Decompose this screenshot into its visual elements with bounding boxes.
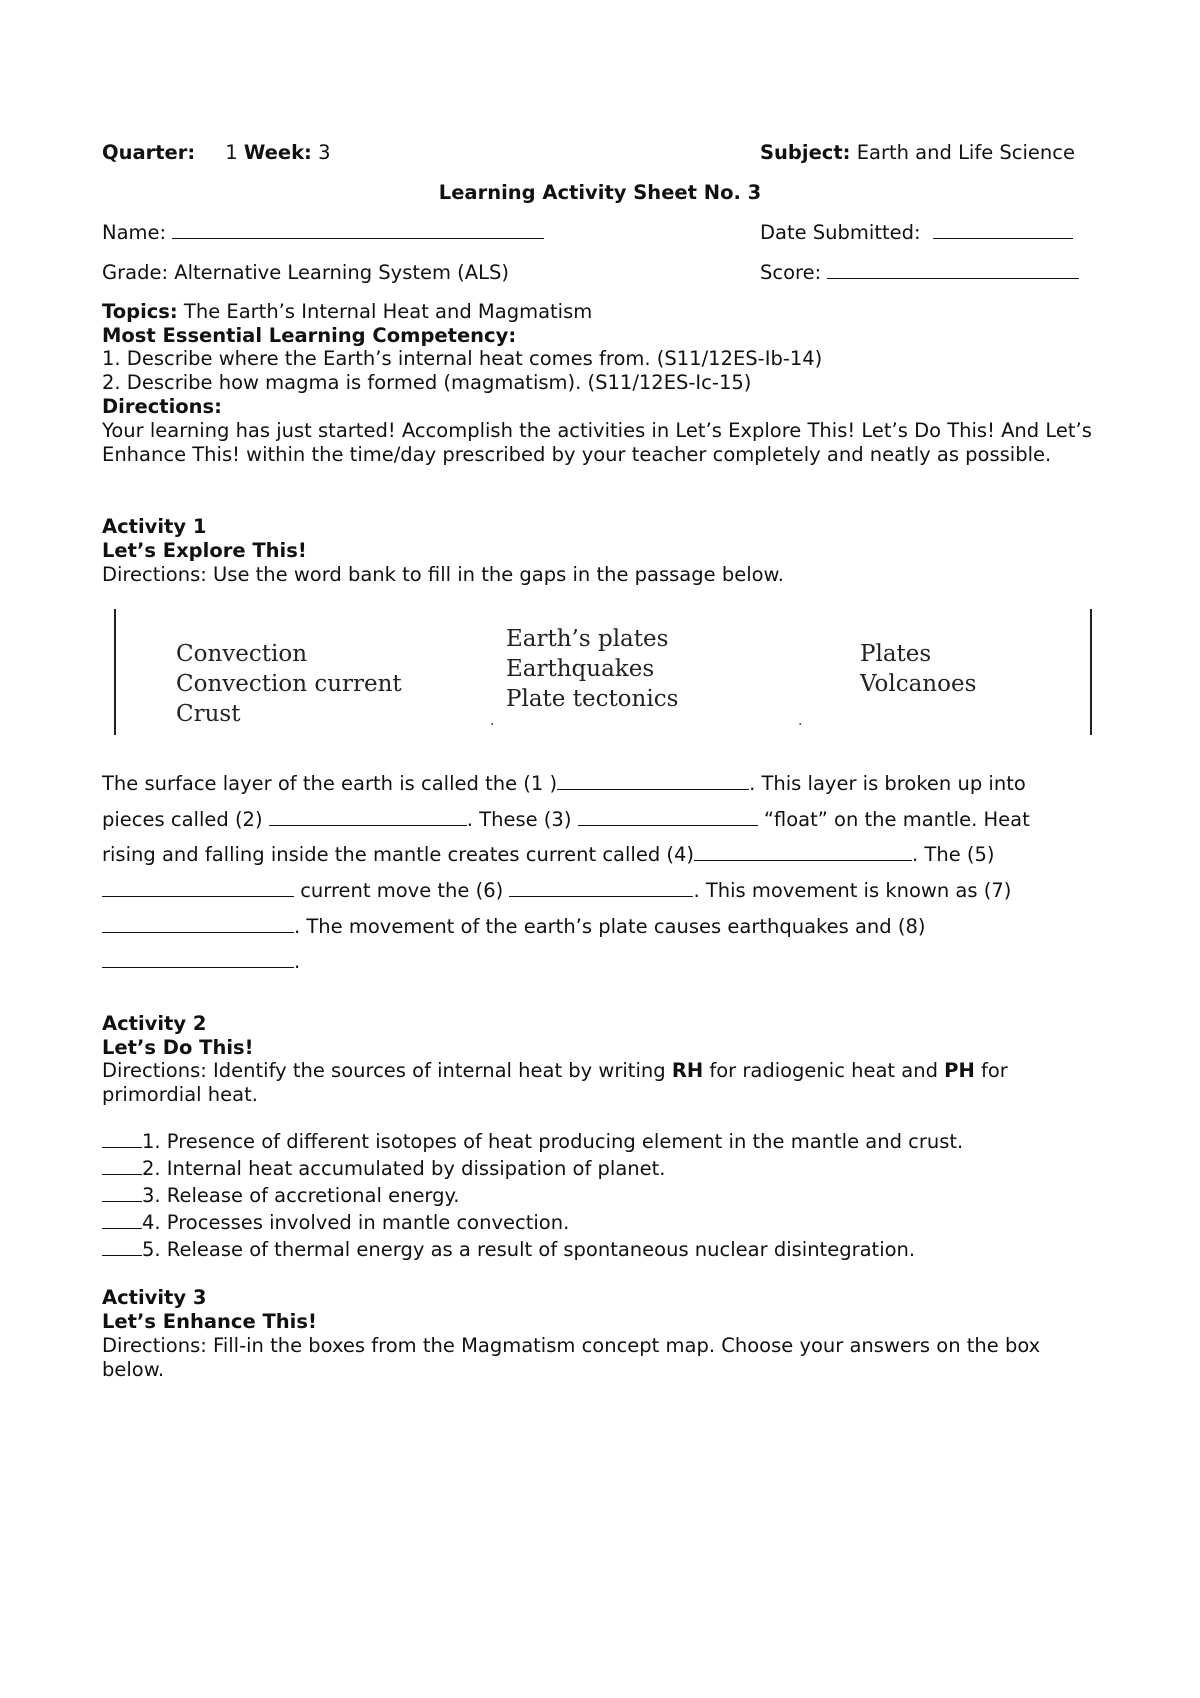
passage-text: The surface layer of the earth is called the (1 )	[102, 772, 558, 795]
word-bank-right-border	[1090, 609, 1092, 735]
passage-text: pieces called (2)	[102, 807, 269, 831]
passage-text: . The (5)	[912, 843, 995, 867]
sheet-title: Learning Activity Sheet No. 3	[438, 181, 762, 204]
topics-label: Topics:	[102, 300, 178, 323]
answer-blank[interactable]	[102, 1158, 142, 1175]
rh-code: RH	[671, 1059, 704, 1082]
blank-5[interactable]	[102, 880, 294, 897]
blank-6[interactable]	[509, 880, 693, 897]
list-item	[102, 1184, 963, 1211]
item-text: 2. Internal heat accumulated by dissipation of planet.	[142, 1157, 666, 1180]
topics-line	[102, 300, 592, 324]
activity1-subheading: Let’s Explore This!	[102, 539, 307, 562]
word-bank-item: Plates	[860, 641, 932, 667]
name-label: Name:	[102, 221, 167, 244]
word-bank-item: Convection current	[176, 671, 402, 697]
passage-text: . These (3)	[466, 807, 578, 831]
subject-label: Subject:	[760, 141, 851, 164]
week-label: Week:	[243, 141, 312, 164]
date-line	[760, 221, 1073, 245]
week-value: 3	[318, 141, 331, 164]
item-text: 4. Processes involved in mantle convection.	[142, 1211, 570, 1234]
word-bank-column-2	[506, 624, 678, 714]
answer-blank[interactable]	[102, 1212, 142, 1229]
activity1-directions: Directions: Use the word bank to fill in the gaps in the passage below.	[102, 563, 784, 586]
score-field[interactable]	[827, 262, 1079, 279]
blank-3[interactable]	[578, 809, 758, 826]
passage-text: current move the (6)	[294, 879, 510, 903]
fill-in-passage	[102, 766, 1112, 980]
grade-label: Grade:	[102, 261, 169, 284]
blank-7[interactable]	[102, 916, 294, 933]
melc-heading: Most Essential Learning Competency:	[102, 324, 517, 347]
competency-2: 2. Describe how magma is formed (magmatism). (S11/12ES-Ic-15)	[102, 371, 752, 394]
list-item	[102, 1157, 963, 1184]
name-line	[102, 221, 544, 245]
word-bank-dot: .	[490, 713, 495, 729]
word-bank-item: Earthquakes	[506, 656, 655, 682]
topics-value: The Earth’s Internal Heat and Magmatism	[183, 300, 593, 323]
list-item	[102, 1211, 963, 1238]
word-bank-dot: .	[798, 713, 803, 729]
quarter-label: Quarter:	[102, 141, 196, 164]
answer-blank[interactable]	[102, 1131, 142, 1148]
grade-line	[102, 261, 509, 285]
activity3-subheading: Let’s Enhance This!	[102, 1310, 317, 1333]
blank-8[interactable]	[102, 951, 294, 968]
word-bank-item: Crust	[176, 701, 241, 727]
word-bank-item: Convection	[176, 641, 308, 667]
activity3-directions: Directions: Fill-in the boxes from the Magmatism concept map. Choose your answers on the box below.	[102, 1334, 1041, 1381]
activity2-directions	[102, 1059, 1102, 1107]
passage-text: .	[294, 950, 301, 974]
date-label: Date Submitted:	[760, 221, 921, 244]
activity2-heading: Activity 2	[102, 1012, 207, 1035]
passage-text: . The movement of the earth’s plate causes earthquakes and (8)	[294, 914, 926, 938]
blank-2[interactable]	[269, 809, 467, 826]
list-item	[102, 1130, 963, 1157]
passage-text: . This layer is broken up into	[749, 772, 1026, 795]
item-text: 5. Release of thermal energy as a result of spontaneous nuclear disintegration.	[142, 1238, 916, 1261]
directions-text: Directions: Identify the sources of internal heat by writing	[102, 1059, 672, 1082]
activity2-subheading: Let’s Do This!	[102, 1036, 254, 1059]
grade-value: Alternative Learning System (ALS)	[174, 261, 509, 284]
word-bank	[114, 609, 1092, 735]
quarter-value: 1	[225, 141, 238, 164]
word-bank-left-border	[114, 609, 116, 735]
activity2-list	[102, 1130, 963, 1265]
competency-1: 1. Describe where the Earth’s internal heat comes from. (S11/12ES-Ib-14)	[102, 347, 823, 370]
item-text: 3. Release of accretional energy.	[142, 1184, 460, 1207]
blank-1[interactable]	[557, 773, 749, 790]
ph-code: PH	[944, 1059, 975, 1082]
date-field[interactable]	[933, 222, 1073, 239]
answer-blank[interactable]	[102, 1239, 142, 1256]
passage-text: . This movement is known as (7)	[693, 879, 1012, 903]
directions-text: Your learning has just started! Accomplish the activities in Let’s Explore This! Let’s Do This! And Let’s Enhance This! within the time/day prescribed by your teacher completely and neatly as possible.	[102, 419, 1092, 466]
score-line	[760, 261, 1079, 285]
directions-text: for primordial heat.	[102, 1059, 1008, 1106]
item-text: 1. Presence of different isotopes of heat producing element in the mantle and crust.	[142, 1130, 964, 1153]
activity1-heading: Activity 1	[102, 515, 207, 538]
word-bank-item: Earth’s plates	[506, 626, 669, 652]
word-bank-column-3	[860, 639, 976, 699]
word-bank-item: Volcanoes	[860, 671, 977, 697]
directions-text: for radiogenic heat and	[703, 1059, 945, 1082]
word-bank-item: Plate tectonics	[506, 686, 679, 712]
passage-text: “float” on the mantle. Heat	[757, 807, 1030, 831]
score-label: Score:	[760, 261, 822, 284]
quarter-week-line	[102, 141, 330, 165]
passage-text: rising and falling inside the mantle creates current called (4)	[102, 843, 695, 867]
answer-blank[interactable]	[102, 1185, 142, 1202]
list-item	[102, 1238, 963, 1265]
blank-4[interactable]	[694, 844, 912, 861]
subject-value: Earth and Life Science	[856, 141, 1075, 164]
directions-heading: Directions:	[102, 395, 222, 418]
subject-line	[760, 141, 1075, 165]
word-bank-column-1	[176, 639, 402, 729]
activity3-heading: Activity 3	[102, 1286, 207, 1309]
name-field[interactable]	[172, 222, 544, 239]
